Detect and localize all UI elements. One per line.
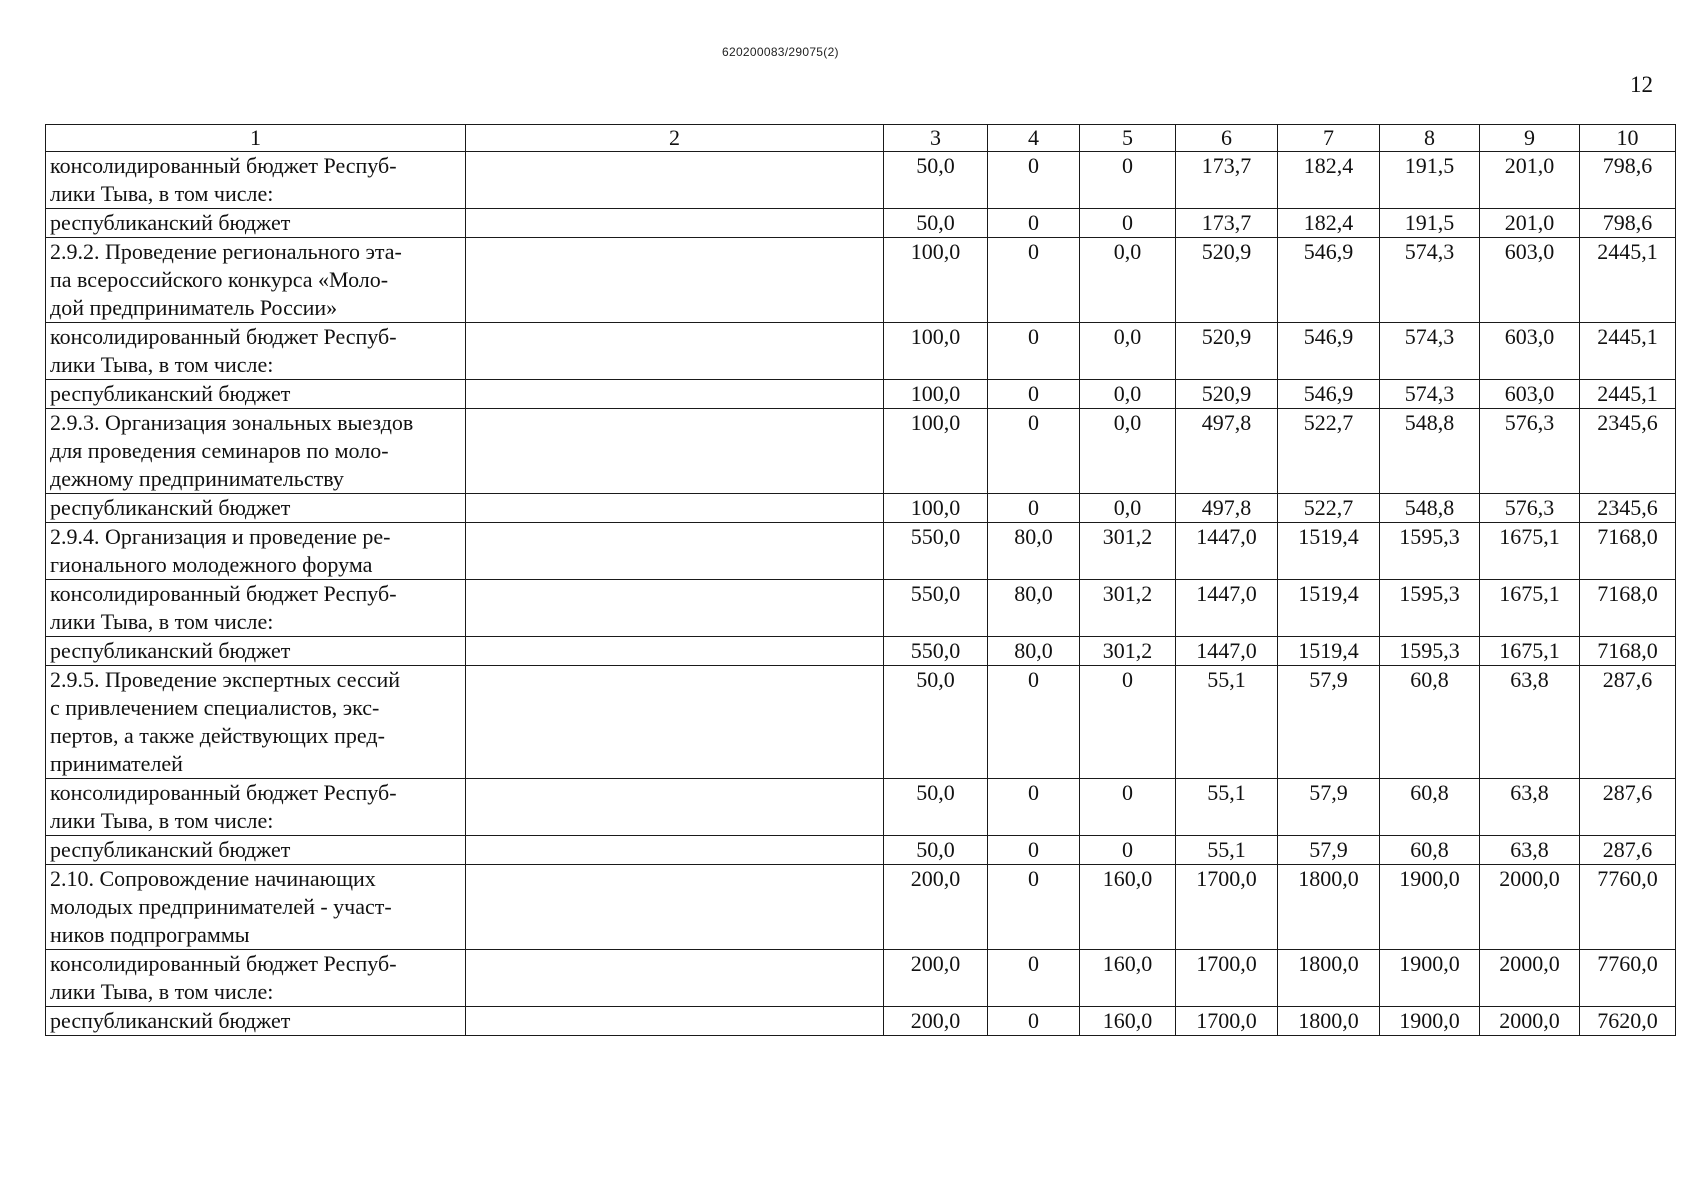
value-cell-col-6: 1700,0: [1176, 950, 1278, 1007]
column-header-1: 1: [46, 125, 466, 152]
value-cell-col-6: 520,9: [1176, 380, 1278, 409]
value-cell-col-5: 301,2: [1080, 523, 1176, 580]
value-cell-col-9: 201,0: [1480, 209, 1580, 238]
value-cell-col-4: 80,0: [988, 523, 1080, 580]
value-cell-col-7: 57,9: [1278, 666, 1380, 779]
value-cell-col-5: 0,0: [1080, 494, 1176, 523]
value-cell-col-10: 7760,0: [1580, 950, 1676, 1007]
row-column-2-cell: [466, 152, 884, 209]
row-column-2-cell: [466, 380, 884, 409]
value-cell-col-7: 546,9: [1278, 380, 1380, 409]
value-cell-col-5: 0: [1080, 836, 1176, 865]
value-cell-col-6: 173,7: [1176, 152, 1278, 209]
value-cell-col-4: 0: [988, 494, 1080, 523]
value-cell-col-6: 1700,0: [1176, 1007, 1278, 1036]
value-cell-col-8: 1595,3: [1380, 637, 1480, 666]
value-cell-col-9: 603,0: [1480, 323, 1580, 380]
value-cell-col-8: 1900,0: [1380, 865, 1480, 950]
value-cell-col-10: 798,6: [1580, 209, 1676, 238]
value-cell-col-8: 60,8: [1380, 836, 1480, 865]
table-row: [46, 323, 1676, 380]
value-cell-col-8: 191,5: [1380, 152, 1480, 209]
row-column-2-cell: [466, 950, 884, 1007]
table-row: [46, 836, 1676, 865]
value-cell-col-4: 0: [988, 666, 1080, 779]
table-row: [46, 238, 1676, 323]
value-cell-col-5: 160,0: [1080, 950, 1176, 1007]
value-cell-col-6: 497,8: [1176, 494, 1278, 523]
value-cell-col-6: 173,7: [1176, 209, 1278, 238]
value-cell-col-10: 2445,1: [1580, 380, 1676, 409]
value-cell-col-4: 0: [988, 409, 1080, 494]
value-cell-col-4: 0: [988, 1007, 1080, 1036]
value-cell-col-5: 0,0: [1080, 323, 1176, 380]
value-cell-col-6: 55,1: [1176, 666, 1278, 779]
table-row: [46, 950, 1676, 1007]
value-cell-col-7: 546,9: [1278, 323, 1380, 380]
value-cell-col-8: 574,3: [1380, 380, 1480, 409]
value-cell-col-3: 550,0: [884, 523, 988, 580]
value-cell-col-7: 1519,4: [1278, 580, 1380, 637]
row-column-2-cell: [466, 323, 884, 380]
column-header-10: 10: [1580, 125, 1676, 152]
value-cell-col-10: 287,6: [1580, 666, 1676, 779]
row-name-cell: республиканский бюджет: [46, 637, 466, 666]
budget-table: [45, 124, 1676, 1036]
value-cell-col-9: 1675,1: [1480, 637, 1580, 666]
value-cell-col-7: 182,4: [1278, 209, 1380, 238]
value-cell-col-9: 63,8: [1480, 779, 1580, 836]
table-body: [46, 152, 1676, 1036]
row-column-2-cell: [466, 494, 884, 523]
row-column-2-cell: [466, 666, 884, 779]
value-cell-col-3: 100,0: [884, 238, 988, 323]
value-cell-col-3: 550,0: [884, 580, 988, 637]
table-row: [46, 494, 1676, 523]
table-row: [46, 779, 1676, 836]
row-column-2-cell: [466, 779, 884, 836]
value-cell-col-5: 160,0: [1080, 865, 1176, 950]
value-cell-col-7: 1800,0: [1278, 1007, 1380, 1036]
value-cell-col-4: 0: [988, 779, 1080, 836]
row-column-2-cell: [466, 1007, 884, 1036]
value-cell-col-10: 2445,1: [1580, 238, 1676, 323]
table-row: [46, 666, 1676, 779]
value-cell-col-8: 574,3: [1380, 323, 1480, 380]
table-row: [46, 865, 1676, 950]
value-cell-col-10: 798,6: [1580, 152, 1676, 209]
value-cell-col-5: 0: [1080, 152, 1176, 209]
column-header-7: 7: [1278, 125, 1380, 152]
value-cell-col-4: 0: [988, 238, 1080, 323]
value-cell-col-9: 63,8: [1480, 836, 1580, 865]
row-column-2-cell: [466, 836, 884, 865]
value-cell-col-3: 200,0: [884, 950, 988, 1007]
page-number: 12: [1630, 72, 1653, 97]
column-number-row: [46, 125, 1676, 152]
value-cell-col-6: 55,1: [1176, 836, 1278, 865]
value-cell-col-10: 2345,6: [1580, 494, 1676, 523]
value-cell-col-7: 522,7: [1278, 494, 1380, 523]
value-cell-col-5: 0: [1080, 666, 1176, 779]
value-cell-col-6: 520,9: [1176, 238, 1278, 323]
value-cell-col-5: 160,0: [1080, 1007, 1176, 1036]
row-name-cell: 2.9.4. Организация и проведение ре- гионального молодежного форума: [46, 523, 466, 580]
value-cell-col-3: 50,0: [884, 666, 988, 779]
row-name-cell: консолидированный бюджет Респуб- лики Тыва, в том числе:: [46, 950, 466, 1007]
value-cell-col-4: 80,0: [988, 637, 1080, 666]
value-cell-col-6: 1447,0: [1176, 580, 1278, 637]
value-cell-col-8: 191,5: [1380, 209, 1480, 238]
value-cell-col-9: 63,8: [1480, 666, 1580, 779]
column-header-8: 8: [1380, 125, 1480, 152]
table-row: [46, 1007, 1676, 1036]
row-name-cell: республиканский бюджет: [46, 380, 466, 409]
row-name-cell: консолидированный бюджет Респуб- лики Тыва, в том числе:: [46, 580, 466, 637]
value-cell-col-9: 2000,0: [1480, 950, 1580, 1007]
value-cell-col-5: 301,2: [1080, 637, 1176, 666]
row-name-cell: 2.9.5. Проведение экспертных сессий с привлечением специалистов, экс- пертов, а также действующих пред- принимателей: [46, 666, 466, 779]
value-cell-col-5: 0,0: [1080, 238, 1176, 323]
value-cell-col-9: 576,3: [1480, 409, 1580, 494]
value-cell-col-7: 57,9: [1278, 779, 1380, 836]
value-cell-col-7: 1800,0: [1278, 865, 1380, 950]
value-cell-col-3: 50,0: [884, 152, 988, 209]
value-cell-col-3: 550,0: [884, 637, 988, 666]
value-cell-col-6: 55,1: [1176, 779, 1278, 836]
row-name-cell: республиканский бюджет: [46, 209, 466, 238]
value-cell-col-8: 1595,3: [1380, 523, 1480, 580]
table-row: [46, 380, 1676, 409]
value-cell-col-10: 2345,6: [1580, 409, 1676, 494]
value-cell-col-6: 1700,0: [1176, 865, 1278, 950]
table-row: [46, 637, 1676, 666]
row-name-cell: консолидированный бюджет Респуб- лики Тыва, в том числе:: [46, 323, 466, 380]
row-column-2-cell: [466, 209, 884, 238]
table-row: [46, 209, 1676, 238]
value-cell-col-10: 287,6: [1580, 836, 1676, 865]
value-cell-col-6: 520,9: [1176, 323, 1278, 380]
column-header-2: 2: [466, 125, 884, 152]
value-cell-col-3: 200,0: [884, 1007, 988, 1036]
value-cell-col-8: 574,3: [1380, 238, 1480, 323]
value-cell-col-6: 1447,0: [1176, 523, 1278, 580]
value-cell-col-9: 603,0: [1480, 238, 1580, 323]
table-row: [46, 523, 1676, 580]
row-name-cell: 2.9.2. Проведение регионального эта- па всероссийского конкурса «Моло- дой предприниматель России»: [46, 238, 466, 323]
row-column-2-cell: [466, 637, 884, 666]
value-cell-col-4: 0: [988, 323, 1080, 380]
row-name-cell: 2.9.3. Организация зональных выездов для проведения семинаров по моло- дежному предпринимательству: [46, 409, 466, 494]
value-cell-col-10: 7168,0: [1580, 637, 1676, 666]
value-cell-col-9: 2000,0: [1480, 865, 1580, 950]
value-cell-col-4: 0: [988, 209, 1080, 238]
row-name-cell: 2.10. Сопровождение начинающих молодых предпринимателей - участ- ников подпрограммы: [46, 865, 466, 950]
value-cell-col-5: 0: [1080, 209, 1176, 238]
value-cell-col-8: 548,8: [1380, 409, 1480, 494]
table-row: [46, 580, 1676, 637]
row-name-cell: республиканский бюджет: [46, 494, 466, 523]
value-cell-col-9: 1675,1: [1480, 523, 1580, 580]
value-cell-col-7: 182,4: [1278, 152, 1380, 209]
column-header-4: 4: [988, 125, 1080, 152]
value-cell-col-10: 7760,0: [1580, 865, 1676, 950]
column-header-6: 6: [1176, 125, 1278, 152]
value-cell-col-10: 7168,0: [1580, 580, 1676, 637]
row-name-cell: консолидированный бюджет Респуб- лики Тыва, в том числе:: [46, 779, 466, 836]
value-cell-col-9: 2000,0: [1480, 1007, 1580, 1036]
table-row: [46, 409, 1676, 494]
value-cell-col-3: 100,0: [884, 323, 988, 380]
value-cell-col-9: 201,0: [1480, 152, 1580, 209]
row-column-2-cell: [466, 580, 884, 637]
value-cell-col-5: 0: [1080, 779, 1176, 836]
value-cell-col-10: 287,6: [1580, 779, 1676, 836]
table-row: [46, 152, 1676, 209]
value-cell-col-8: 1900,0: [1380, 1007, 1480, 1036]
value-cell-col-3: 100,0: [884, 380, 988, 409]
row-name-cell: республиканский бюджет: [46, 836, 466, 865]
value-cell-col-9: 576,3: [1480, 494, 1580, 523]
value-cell-col-4: 0: [988, 836, 1080, 865]
value-cell-col-3: 100,0: [884, 494, 988, 523]
value-cell-col-8: 60,8: [1380, 779, 1480, 836]
row-column-2-cell: [466, 409, 884, 494]
value-cell-col-3: 50,0: [884, 836, 988, 865]
value-cell-col-8: 60,8: [1380, 666, 1480, 779]
row-column-2-cell: [466, 238, 884, 323]
value-cell-col-4: 0: [988, 380, 1080, 409]
value-cell-col-7: 522,7: [1278, 409, 1380, 494]
value-cell-col-10: 2445,1: [1580, 323, 1676, 380]
value-cell-col-9: 1675,1: [1480, 580, 1580, 637]
row-name-cell: республиканский бюджет: [46, 1007, 466, 1036]
value-cell-col-10: 7168,0: [1580, 523, 1676, 580]
value-cell-col-8: 548,8: [1380, 494, 1480, 523]
value-cell-col-7: 57,9: [1278, 836, 1380, 865]
value-cell-col-5: 0,0: [1080, 380, 1176, 409]
row-column-2-cell: [466, 865, 884, 950]
value-cell-col-4: 0: [988, 950, 1080, 1007]
value-cell-col-5: 0,0: [1080, 409, 1176, 494]
document-id: 620200083/29075(2): [722, 45, 839, 59]
value-cell-col-10: 7620,0: [1580, 1007, 1676, 1036]
value-cell-col-4: 80,0: [988, 580, 1080, 637]
value-cell-col-6: 497,8: [1176, 409, 1278, 494]
value-cell-col-7: 1800,0: [1278, 950, 1380, 1007]
value-cell-col-3: 100,0: [884, 409, 988, 494]
column-header-9: 9: [1480, 125, 1580, 152]
value-cell-col-8: 1595,3: [1380, 580, 1480, 637]
value-cell-col-8: 1900,0: [1380, 950, 1480, 1007]
value-cell-col-7: 1519,4: [1278, 523, 1380, 580]
value-cell-col-4: 0: [988, 152, 1080, 209]
value-cell-col-7: 1519,4: [1278, 637, 1380, 666]
row-name-cell: консолидированный бюджет Респуб- лики Тыва, в том числе:: [46, 152, 466, 209]
value-cell-col-3: 50,0: [884, 779, 988, 836]
row-column-2-cell: [466, 523, 884, 580]
value-cell-col-7: 546,9: [1278, 238, 1380, 323]
column-header-5: 5: [1080, 125, 1176, 152]
value-cell-col-9: 603,0: [1480, 380, 1580, 409]
column-header-3: 3: [884, 125, 988, 152]
value-cell-col-5: 301,2: [1080, 580, 1176, 637]
value-cell-col-4: 0: [988, 865, 1080, 950]
value-cell-col-6: 1447,0: [1176, 637, 1278, 666]
value-cell-col-3: 200,0: [884, 865, 988, 950]
value-cell-col-3: 50,0: [884, 209, 988, 238]
